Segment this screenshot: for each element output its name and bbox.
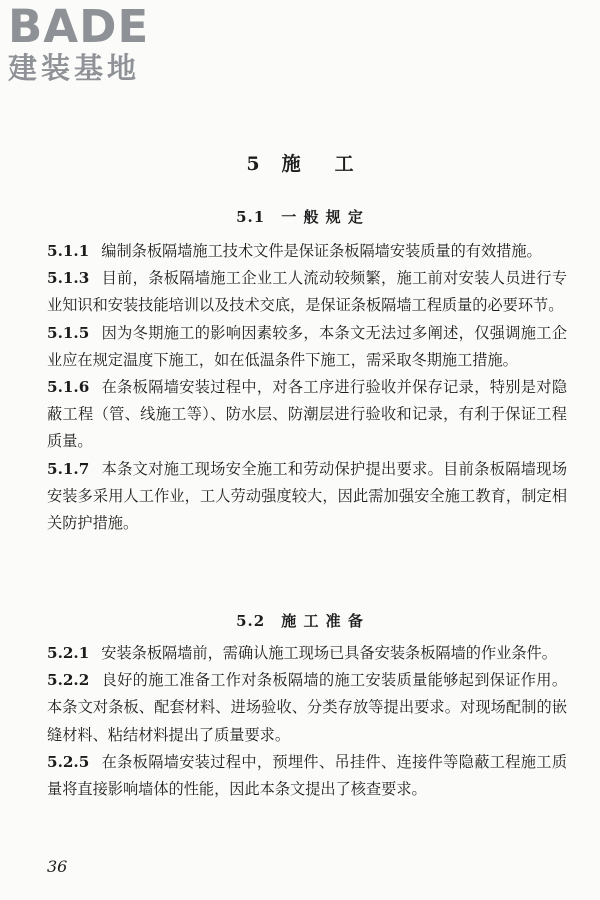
chapter-title-part1: 施 <box>281 153 301 175</box>
clause-text: 因为冬期施工的影响因素较多，本条文无法过多阐述，仅强调施工企业应在规定温度下施工，如在低温条件下施工，需采取冬期施工措施。 <box>47 323 567 369</box>
clause-paragraph <box>47 640 567 667</box>
clause-number: 5.1.7 <box>47 459 90 478</box>
section-body <box>47 238 567 537</box>
clause-text: 在条板隔墙安装过程中，对各工序进行验收并保存记录，特别是对隐蔽工程（管、线施工等）、防水层、防潮层进行验收和记录，有利于保证工程质量。 <box>47 378 567 451</box>
clause-number: 5.1.6 <box>47 378 90 397</box>
logo-subtitle: 建装基地 <box>8 51 141 85</box>
clause-text: 良好的施工准备工作对条板隔墙的施工安装质量能够起到保证作用。本条文对条板、配套材料、进场验收、分类存放等提出要求。对现场配制的嵌缝材料、粘结材料提出了质量要求。 <box>47 671 567 744</box>
section-number: 5.1 <box>236 208 266 226</box>
clause-paragraph <box>47 456 567 538</box>
bade-logo <box>8 0 150 85</box>
section-heading <box>0 610 600 632</box>
clause-text: 在条板隔墙安装过程中，预埋件、吊挂件、连接件等隐蔽工程施工质量将直接影响墙体的性能，因此本条文提出了核查要求。 <box>47 752 567 799</box>
clause-text: 目前，条板隔墙施工企业工人流动较频繁，施工前对安装人员进行专业知识和安装技能培训以及技术交底，是保证条板隔墙工程质量的必要环节。 <box>47 269 567 315</box>
clause-text: 安装条板隔墙前，需确认施工现场已具备安装条板隔墙的作业条件。 <box>101 644 557 662</box>
section-heading <box>0 206 600 228</box>
chapter-heading <box>0 150 600 178</box>
chapter-title-part2: 工 <box>334 153 354 175</box>
clause-paragraph <box>47 667 567 749</box>
clause-paragraph <box>47 320 567 374</box>
clause-number: 5.2.5 <box>47 752 90 771</box>
logo-mark: BADE <box>8 0 150 53</box>
clause-number: 5.2.1 <box>47 644 90 662</box>
clause-paragraph <box>47 374 567 456</box>
clause-number: 5.2.2 <box>47 671 90 690</box>
section-body <box>47 640 567 803</box>
clause-text: 编制条板隔墙施工技术文件是保证条板隔墙安装质量的有效措施。 <box>101 242 542 260</box>
section-title: 施 工 准 备 <box>281 612 364 630</box>
section-number: 5.2 <box>236 612 266 630</box>
clause-paragraph <box>47 265 567 319</box>
clause-text: 本条文对施工现场安全施工和劳动保护提出要求。目前条板隔墙现场安装多采用人工作业，工人劳动强度较大，因此需加强安全施工教育，制定相关防护措施。 <box>47 459 567 533</box>
clause-number: 5.1.5 <box>47 323 90 342</box>
clause-number: 5.1.3 <box>47 269 90 288</box>
chapter-number: 5 <box>246 153 260 175</box>
clause-paragraph <box>47 749 567 803</box>
clause-number: 5.1.1 <box>47 242 90 260</box>
page-number: 36 <box>47 857 68 876</box>
clause-paragraph <box>47 238 567 265</box>
section-title: 一 般 规 定 <box>281 208 364 226</box>
